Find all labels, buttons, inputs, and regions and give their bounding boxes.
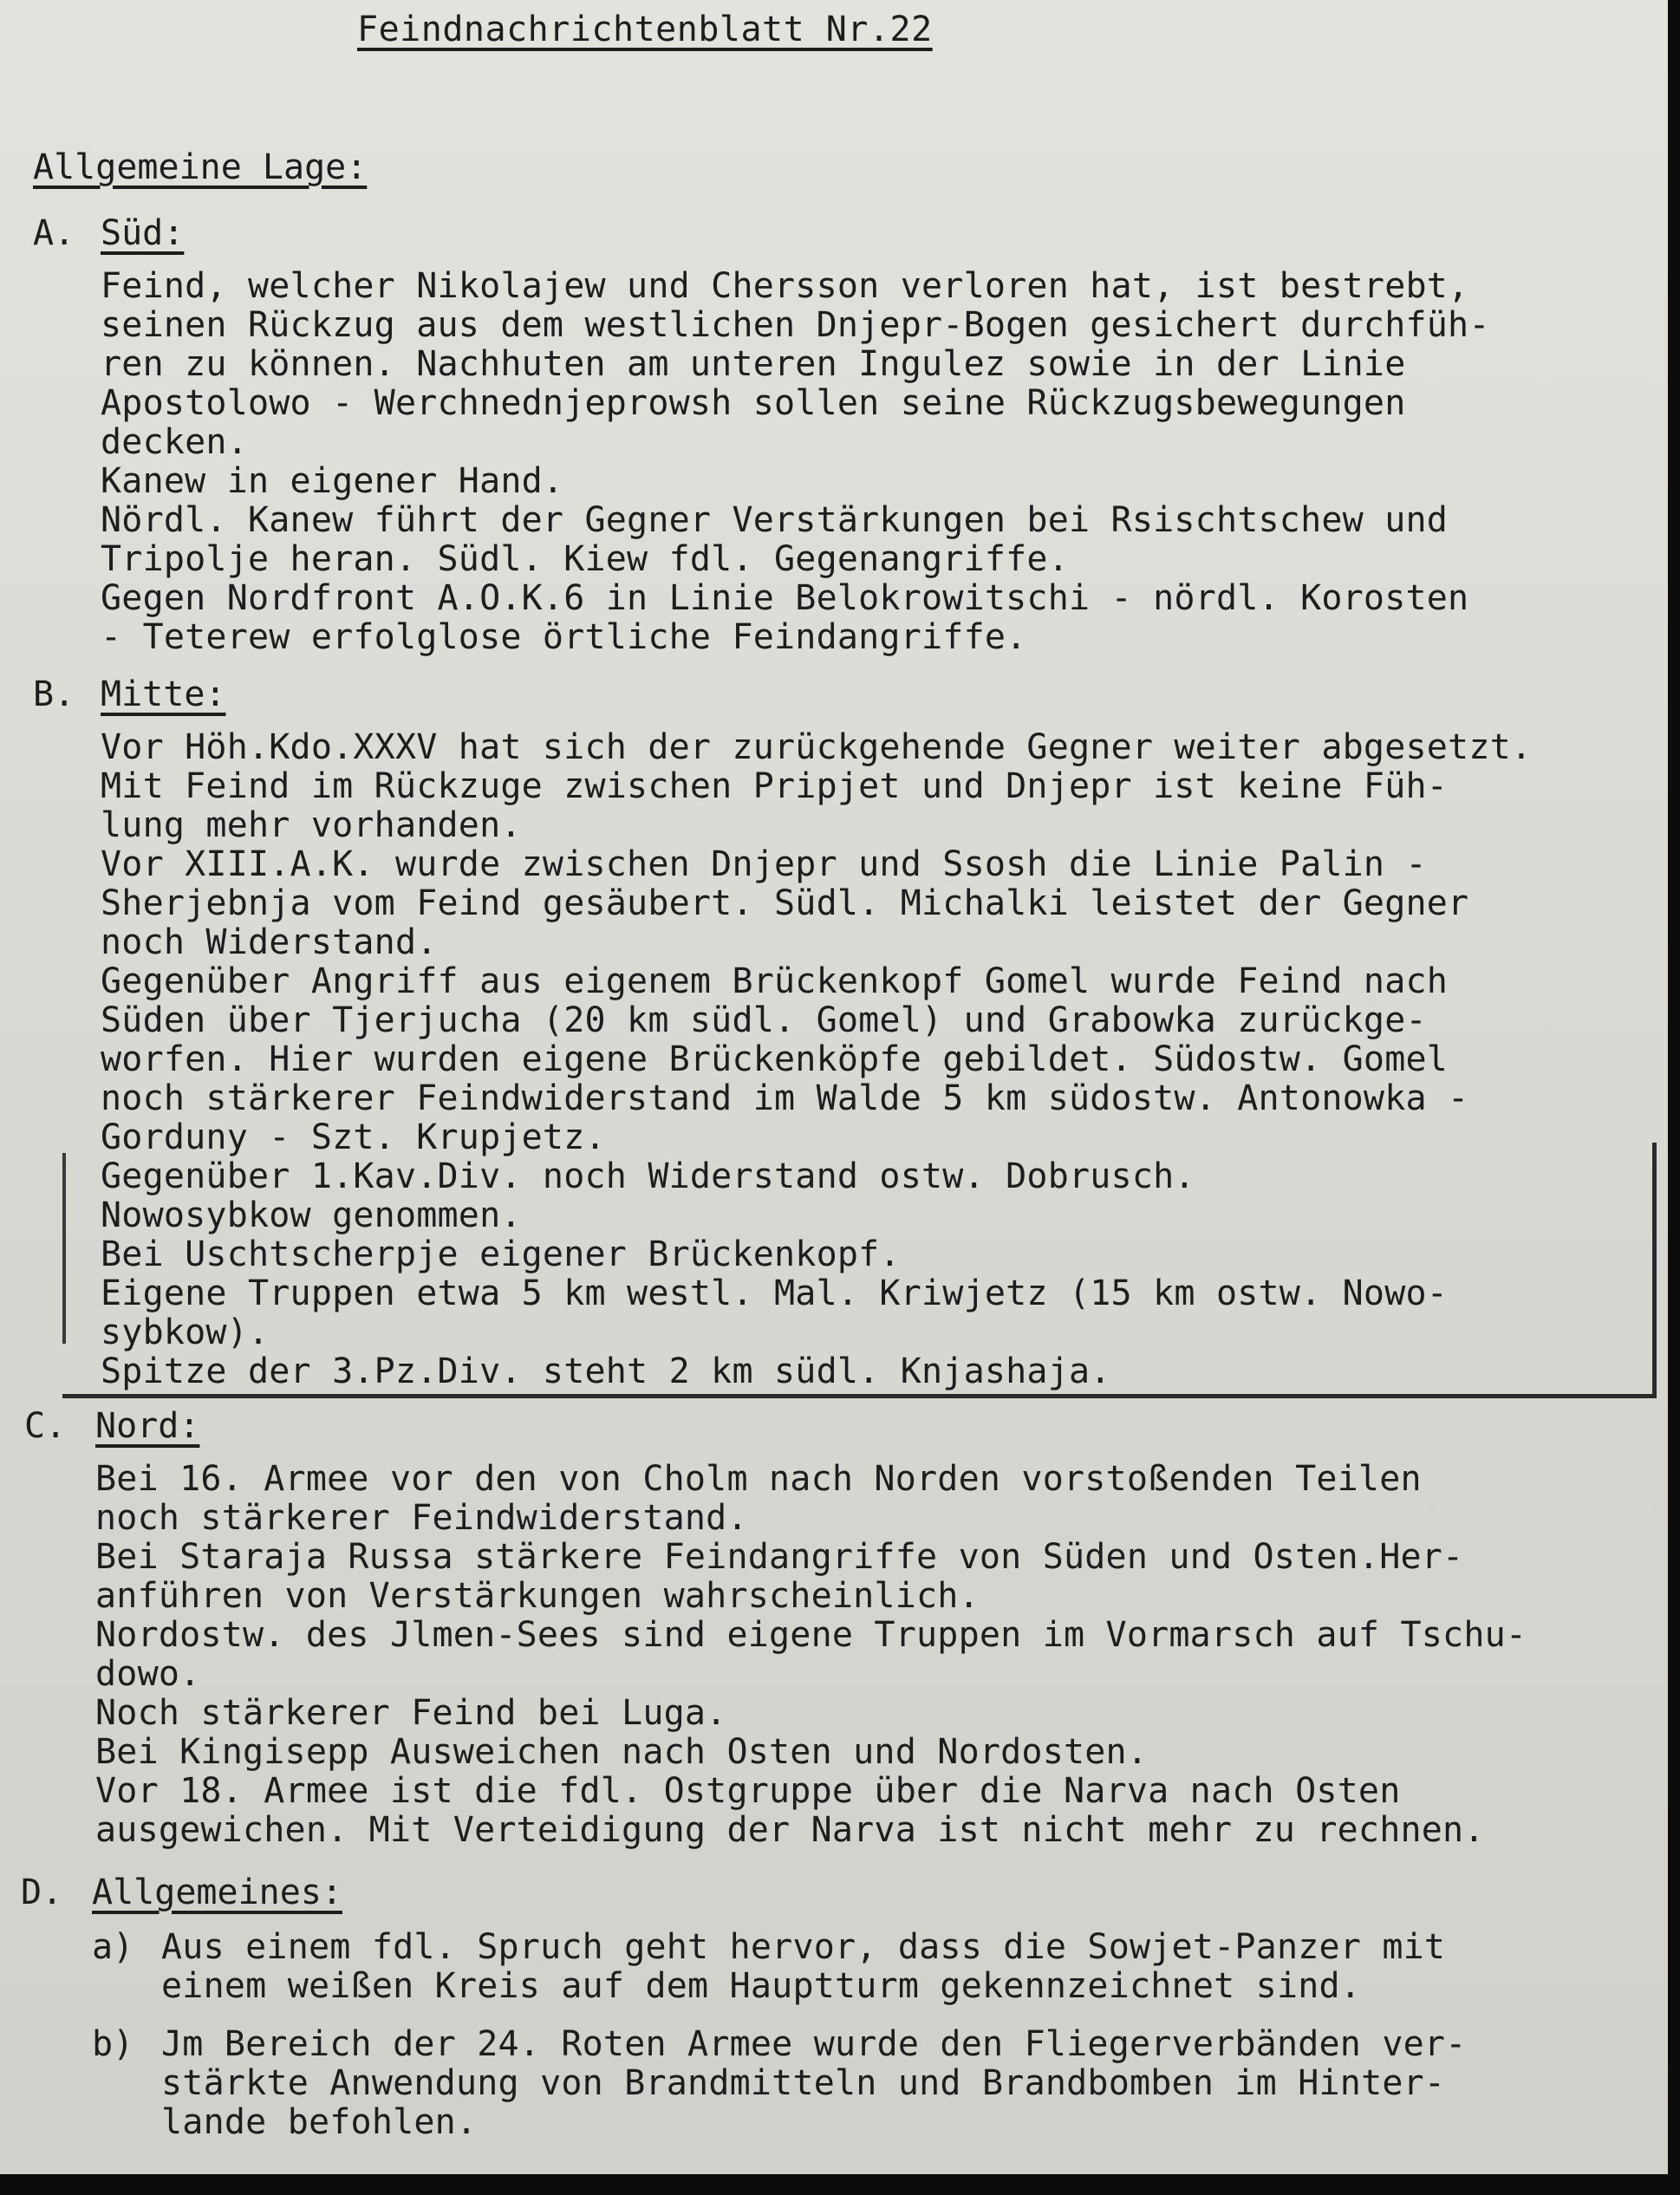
- section-a-line: Tripolje heran. Südl. Kiew fdl. Gegenangriffe.: [101, 539, 1069, 579]
- section-a-line: Kanew in eigener Hand.: [101, 461, 564, 501]
- section-c-line: anführen von Verstärkungen wahrscheinlich.: [95, 1576, 980, 1616]
- section-d-item-line: Aus einem fdl. Spruch geht hervor, dass die Sowjet-Panzer mit: [161, 1927, 1446, 1967]
- section-b-line: Gorduny - Szt. Krupjetz.: [101, 1117, 606, 1157]
- section-a-line: Nördl. Kanew führt der Gegner Verstärkungen bei Rsischtschew und: [101, 500, 1449, 540]
- section-c-letter: C.: [24, 1406, 67, 1446]
- margin-bracket-mark: [62, 1143, 1657, 1398]
- section-b-line: Gegenüber Angriff aus eigenem Brückenkopf Gomel wurde Feind nach: [101, 961, 1449, 1001]
- section-b-line: lung mehr vorhanden.: [101, 805, 522, 845]
- section-b-line: noch Widerstand.: [101, 922, 438, 962]
- section-b-line: worfen. Hier wurden eigene Brückenköpfe gebildet. Südostw. Gomel: [101, 1039, 1449, 1079]
- section-c-line: Bei Staraja Russa stärkere Feindangriffe von Süden und Osten.Her-: [95, 1537, 1464, 1577]
- section-b-letter: B.: [33, 674, 75, 714]
- section-d-item-line: einem weißen Kreis auf dem Hauptturm gekennzeichnet sind.: [161, 1966, 1362, 2006]
- section-d-item-b-label: b): [92, 2024, 134, 2064]
- section-c-title: Nord:: [95, 1406, 200, 1446]
- section-d-item-line: lande befohlen.: [161, 2102, 478, 2142]
- section-a-line: ren zu können. Nachhuten am unteren Ingulez sowie in der Linie: [101, 344, 1406, 384]
- general-heading: Allgemeine Lage:: [33, 147, 368, 187]
- section-a-line: decken.: [101, 422, 248, 462]
- section-d-item-line: stärkte Anwendung von Brandmitteln und Brandbomben im Hinter-: [161, 2063, 1446, 2103]
- section-b-line: Vor Höh.Kdo.XXXV hat sich der zurückgehende Gegner weiter abgesetzt.: [101, 727, 1533, 767]
- section-b-line: Eigene Truppen etwa 5 km westl. Mal. Kriwjetz (15 km ostw. Nowo-: [101, 1273, 1449, 1313]
- section-b-line: Süden über Tjerjucha (20 km südl. Gomel) und Grabowka zurückge-: [101, 1000, 1427, 1040]
- section-b-title: Mitte:: [101, 674, 226, 714]
- section-c-line: Vor 18. Armee ist die fdl. Ostgruppe über die Narva nach Osten: [95, 1771, 1401, 1811]
- section-b-line: Gegenüber 1.Kav.Div. noch Widerstand ostw. Dobrusch.: [101, 1156, 1195, 1196]
- section-b-line: Mit Feind im Rückzuge zwischen Pripjet und Dnjepr ist keine Füh-: [101, 766, 1449, 806]
- section-c-line: Bei 16. Armee vor den von Cholm nach Norden vorstoßenden Teilen: [95, 1459, 1422, 1499]
- section-a-letter: A.: [33, 213, 75, 253]
- section-a-line: Feind, welcher Nikolajew und Chersson verloren hat, ist bestrebt,: [101, 266, 1469, 306]
- scan-border-right: [1668, 0, 1680, 2195]
- section-d-title: Allgemeines:: [92, 1873, 342, 1912]
- section-c-line: ausgewichen. Mit Verteidigung der Narva ist nicht mehr zu rechnen.: [95, 1810, 1485, 1850]
- section-b-line: Bei Uschtscherpje eigener Brückenkopf.: [101, 1234, 901, 1274]
- section-b-line: sybkow).: [101, 1312, 270, 1352]
- margin-bracket-left-mark: [62, 1153, 66, 1344]
- section-b-line: noch stärkerer Feindwiderstand im Walde 5 km südostw. Antonowka -: [101, 1078, 1469, 1118]
- section-b-line: Spitze der 3.Pz.Div. steht 2 km südl. Knjashaja.: [101, 1352, 1111, 1391]
- section-c-body: [95, 1460, 1527, 1850]
- section-a-line: Apostolowo - Werchnednjeprowsh sollen seine Rückzugsbewegungen: [101, 383, 1406, 423]
- section-b-line: Nowosybkow genommen.: [101, 1195, 522, 1235]
- section-d-item-a-label: a): [92, 1927, 134, 1967]
- section-d-item-a: [161, 1928, 1445, 2006]
- section-c-line: Noch stärkerer Feind bei Luga.: [95, 1693, 727, 1733]
- section-c-line: Bei Kingisepp Ausweichen nach Osten und Nordosten.: [95, 1732, 1149, 1772]
- section-c-line: dowo.: [95, 1654, 201, 1694]
- section-d-item-b: [161, 2025, 1467, 2142]
- section-c-line: Nordostw. des Jlmen-Sees sind eigene Truppen im Vormarsch auf Tschu-: [95, 1615, 1527, 1655]
- section-c-line: noch stärkerer Feindwiderstand.: [95, 1498, 748, 1538]
- section-b-line: Sherjebnja vom Feind gesäubert. Südl. Michalki leistet der Gegner: [101, 883, 1469, 923]
- section-a-line: - Teterew erfolglose örtliche Feindangriffe.: [101, 617, 1027, 657]
- section-a-line: seinen Rückzug aus dem westlichen Dnjepr-Bogen gesichert durchfüh-: [101, 305, 1490, 345]
- document-title: Feindnachrichtenblatt Nr.22: [357, 10, 933, 49]
- section-d-letter: D.: [21, 1873, 63, 1912]
- section-b-line: Vor XIII.A.K. wurde zwischen Dnjepr und Ssosh die Linie Palin -: [101, 844, 1427, 884]
- section-d-item-line: Jm Bereich der 24. Roten Armee wurde den Fliegerverbänden ver-: [161, 2024, 1467, 2064]
- section-a-title: Süd:: [101, 213, 185, 253]
- section-a-body: [101, 267, 1490, 657]
- section-a-line: Gegen Nordfront A.O.K.6 in Linie Belokrowitschi - nördl. Korosten: [101, 578, 1469, 618]
- scan-border-bottom: [0, 2174, 1680, 2195]
